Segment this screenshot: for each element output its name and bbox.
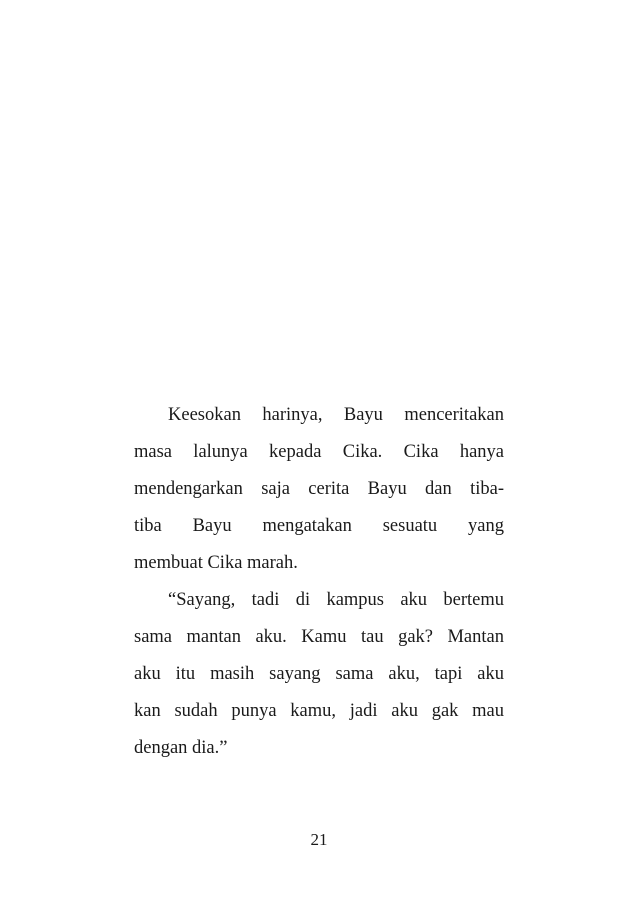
paragraph-line: dengan dia.” bbox=[134, 738, 228, 758]
paragraph-line: Keesokan harinya, Bayu menceritakan bbox=[168, 405, 504, 425]
paragraph-line: membuat Cika marah. bbox=[134, 553, 298, 573]
page-number: 21 bbox=[310, 830, 328, 849]
paragraph-line: masa lalunya kepada Cika. Cika hanya bbox=[134, 442, 504, 462]
paragraph-line: kan sudah punya kamu, jadi aku gak mau bbox=[134, 701, 504, 721]
paragraph-line: “Sayang, tadi di kampus aku bertemu bbox=[168, 590, 504, 610]
paragraph-line: sama mantan aku. Kamu tau gak? Mantan bbox=[134, 627, 504, 647]
paragraph-line: mendengarkan saja cerita Bayu dan tiba- bbox=[134, 479, 504, 499]
paragraph-line: aku itu masih sayang sama aku, tapi aku bbox=[134, 664, 504, 684]
paragraph-line: tiba Bayu mengatakan sesuatu yang bbox=[134, 516, 504, 536]
body-text bbox=[134, 397, 504, 767]
